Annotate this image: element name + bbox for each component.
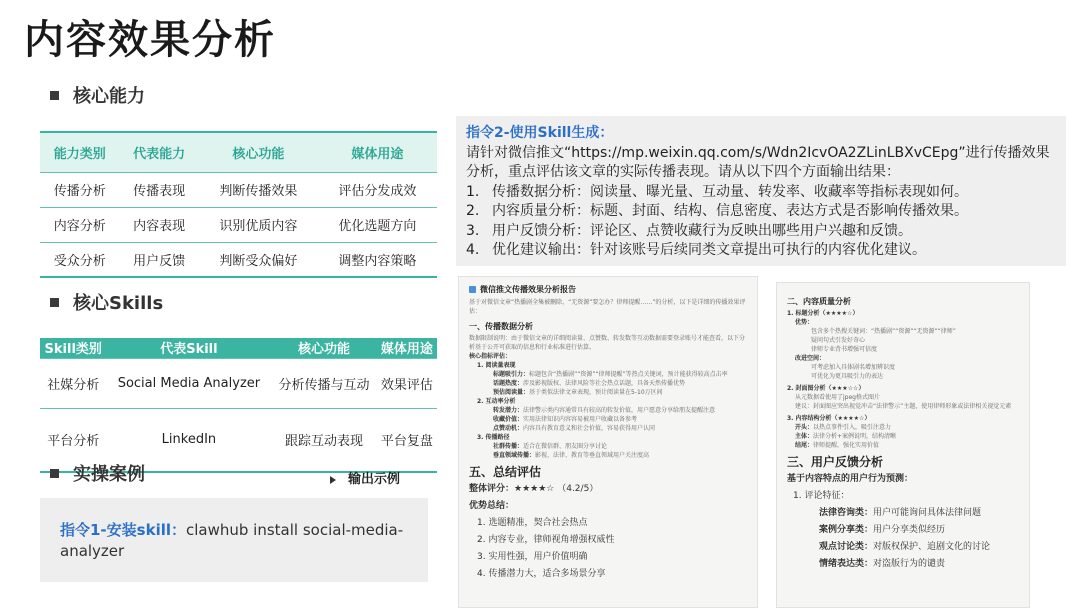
report-subheading: 2. 封面图分析（★★★☆☆） [787, 385, 865, 392]
report-item: 主体：法律分析+案例说明，结构清晰 [795, 433, 897, 440]
prompt-box [456, 116, 1066, 266]
report-group: 3. 传播路径 [477, 434, 510, 441]
section-heading-cases [50, 460, 145, 486]
capability-table [40, 131, 437, 278]
report-item: 话题热度：涉及影视版权、法律风险等社会热点话题，具备天然传播优势 [493, 380, 686, 387]
table-row [40, 358, 437, 408]
report-screenshot-right [776, 282, 1030, 608]
table-cell: 评估分发成效 [318, 172, 437, 207]
table-cell: 受众分析 [40, 242, 119, 277]
report-item: 情绪表达类：对盗版行为的谴责 [819, 559, 946, 569]
table-cell: 社媒分析 [40, 358, 106, 408]
table-cell: LinkedIn [106, 408, 271, 472]
report-subheading: 基于内容特点的用户行为预测： [787, 474, 914, 484]
column-header: 核心功能 [199, 132, 318, 172]
column-header: 代表能力 [119, 132, 198, 172]
report-screenshot-left [458, 276, 758, 608]
report-subheading: 3. 内容结构分析（★★★★☆） [787, 415, 871, 422]
square-bullet-icon [50, 469, 59, 478]
report-item: 收藏价值：实用法律知识内容容易被用户收藏以备参考 [493, 416, 638, 423]
table-cell: 内容分析 [40, 207, 119, 242]
column-header: 媒体用途 [377, 338, 437, 358]
prompt-list [466, 183, 1056, 261]
table-cell: 用户反馈 [119, 242, 198, 277]
document-icon [469, 286, 476, 293]
report-subheading: 1. 标题分析（★★★★☆） [787, 310, 859, 317]
report-item: 建议：封面图应突出视觉冲击“法律警示”主题，使用律师形象或法律相关视觉元素 [795, 403, 1012, 410]
section-heading-label: 核心能力 [73, 86, 145, 107]
report-item: 律师专业背书增强可信度 [811, 346, 878, 353]
prompt-body: 请针对微信推文“https://mp.weixin.qq.com/s/Wdn2IcvOA2ZLinLBXvCEpg”进行传播效果分析，重点评估该文章的实际传播表现。请从以下四个方面输出结果： [466, 144, 1050, 180]
report-group: 优势： [795, 319, 814, 326]
report-heading: 五、总结评估 [469, 465, 542, 479]
list-item: 3. 用户反馈分析：评论区、点赞收藏行为反映出哪些用户兴趣和反馈。 [466, 222, 912, 239]
square-bullet-icon [50, 298, 59, 307]
report-subheading: 核心指标评估： [469, 353, 512, 360]
report-item: 社群传播：适合在微信群、朋友圈分享讨论 [493, 443, 608, 450]
prompt-title: 指令2-使用Skill生成： [466, 125, 614, 141]
table-cell: 传播表现 [119, 172, 198, 207]
column-header: 媒体用途 [318, 132, 437, 172]
report-item: 可优化为更具吸引力的表达 [811, 373, 884, 380]
report-title: 微信推文传播效果分析报告 [469, 285, 747, 294]
report-item: 点赞动机：内容具有教育意义和社会价值，容易获得用户认同 [493, 425, 656, 432]
square-bullet-icon [50, 91, 59, 100]
section-heading-skills [50, 289, 163, 315]
report-item: 2. 内容专业，律师视角增强权威性 [477, 535, 615, 545]
output-example-label: 输出示例 [330, 468, 400, 487]
report-item: 结尾：律师提醒，强化实用价值 [795, 442, 880, 449]
column-header: 代表Skill [106, 338, 271, 358]
install-command-box [40, 498, 428, 582]
list-item: 4. 优化建议输出：针对该账号后续同类文章提出可执行的内容优化建议。 [466, 242, 926, 258]
report-heading: 一、传播数据分析 [469, 322, 533, 331]
report-item: 可考虑加入具体剧名增加辨识度 [811, 364, 896, 371]
column-header: 能力类别 [40, 132, 119, 172]
install-command: clawhub install social-media-analyzer [60, 521, 404, 560]
section-heading-label: 实操案例 [73, 464, 145, 485]
list-item: 2. 内容质量分析：标题、封面、结构、信息密度、表达方式是否影响传播效果。 [466, 203, 968, 219]
report-group: 2. 互动率分析 [477, 398, 516, 405]
report-item: 疑问句式引发好奇心 [811, 337, 866, 344]
table-cell: 效果评估 [377, 358, 437, 408]
report-item: 垂直领域传播：影视、法律、教育等垂直领域用户关注度高 [493, 452, 650, 459]
table-row [40, 242, 437, 277]
table-cell: 平台复盘 [377, 408, 437, 472]
table-header-row [40, 338, 437, 358]
table-cell: 优化选题方向 [318, 207, 437, 242]
skills-table [40, 338, 437, 473]
arrow-right-icon [330, 476, 336, 484]
section-heading-label: 核心Skills [73, 293, 164, 314]
table-cell: 调整内容策略 [318, 242, 437, 277]
table-cell: 判断传播效果 [199, 172, 318, 207]
report-item: 标题吸引力：标题包含“热播剧”“资源”“律师提醒”等热点关键词，预计能获得较高点击率 [493, 371, 728, 378]
report-heading: 三、用户反馈分析 [787, 455, 884, 469]
report-text: 数据限制说明：由于微信文章的详细阅读量、点赞数、转发数等互动数据需要登录账号才能查看，以下分析基于公开可获取的信息和行业标准进行估算。 [469, 335, 746, 351]
report-item: 包含多个热搜关键词：“热播剧”“资源”“无资源”“律师” [811, 328, 956, 335]
table-cell: 平台分析 [40, 408, 106, 472]
table-row [40, 172, 437, 207]
table-cell: 内容表现 [119, 207, 198, 242]
install-label: 指令1-安装skill： [60, 521, 186, 539]
column-header: Skill类别 [40, 338, 106, 358]
table-cell: 跟踪互动表现 [271, 408, 376, 472]
column-header: 核心功能 [271, 338, 376, 358]
report-item: 从元数据看使用了jpeg格式图片 [795, 394, 880, 401]
report-intro: 基于对微信文章“热播剧全集被删除，“无资源”要怎办？律师提醒……”的分析，以下是详细的传播效果评估： [469, 299, 746, 315]
section-heading-capabilities [50, 82, 145, 108]
page-title: 内容效果分析 [24, 17, 276, 63]
report-score: 整体评分：★★★★☆ （4.2/5） [469, 484, 599, 494]
report-item: 3. 实用性强，用户价值明确 [477, 552, 588, 562]
report-item: 观点讨论类：对版权保护、追剧文化的讨论 [819, 542, 991, 552]
report-group: 1. 阅读量表现 [477, 362, 516, 369]
report-item: 法律咨询类：用户可能询问具体法律问题 [819, 508, 982, 518]
report-item: 开头：以热点事件引入，吸引注意力 [795, 424, 892, 431]
report-group: 1. 评论特征： [793, 491, 850, 501]
report-item: 1. 选题精准，契合社会热点 [477, 518, 588, 528]
table-cell: Social Media Analyzer [106, 358, 271, 408]
table-cell: 识别优质内容 [199, 207, 318, 242]
report-item: 案例分享类：用户分享类似经历 [819, 525, 946, 535]
report-heading: 二、内容质量分析 [787, 297, 851, 306]
table-cell: 判断受众偏好 [199, 242, 318, 277]
table-cell: 传播分析 [40, 172, 119, 207]
report-group: 改进空间： [795, 355, 826, 362]
report-item: 4. 传播潜力大，适合多场景分享 [477, 569, 606, 579]
report-subheading: 优势总结： [469, 501, 515, 511]
report-item: 预估阅读量：基于类似法律文章表现，预计阅读量在5-10万区间 [493, 389, 663, 396]
table-header-row [40, 132, 437, 172]
list-item: 1. 传播数据分析：阅读量、曝光量、互动量、转发率、收藏率等指标表现如何。 [466, 183, 968, 200]
report-item: 转发潜力：法律警示类内容通常具有较高的转发价值，用户愿意分享给朋友提醒注意 [493, 407, 716, 414]
table-cell: 分析传播与互动 [271, 358, 376, 408]
table-row [40, 207, 437, 242]
